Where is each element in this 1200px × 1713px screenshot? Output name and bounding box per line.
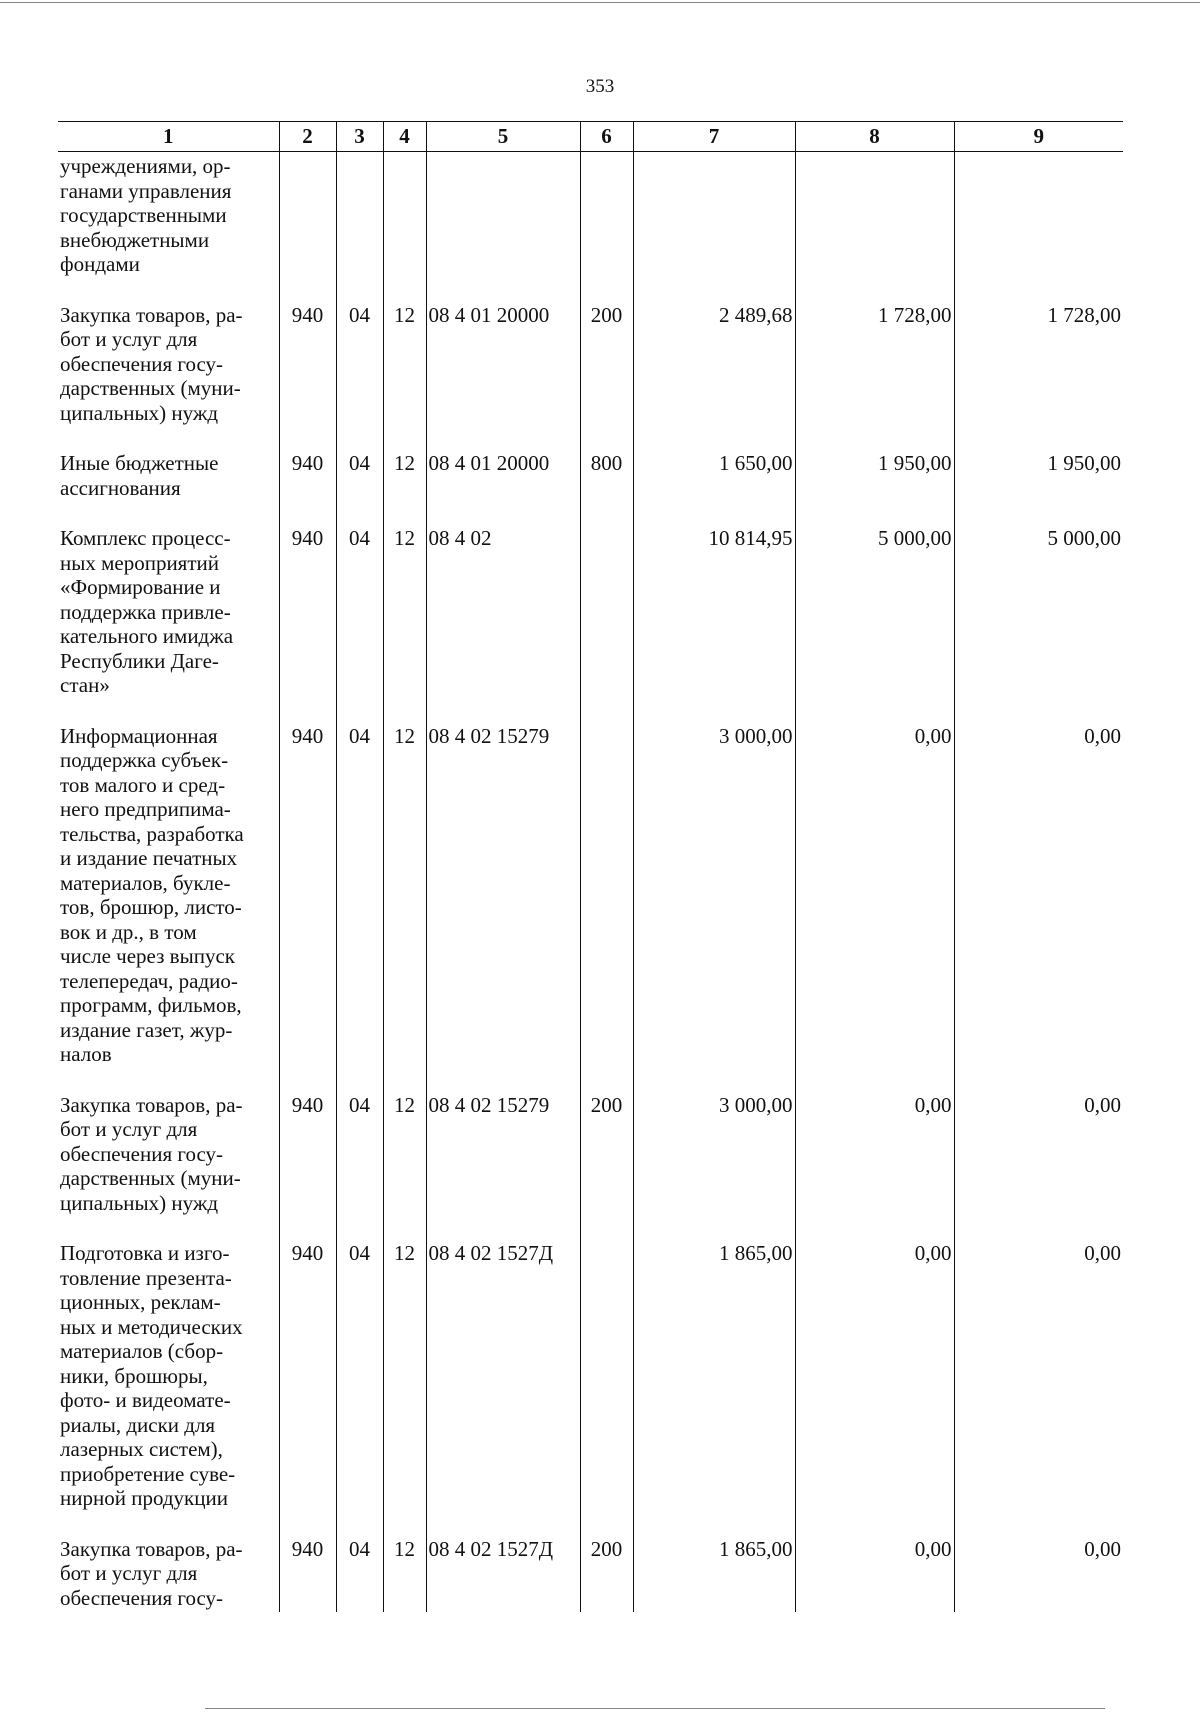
- cell-amount-col7: 3 000,00: [633, 724, 795, 1093]
- cell-grbs: 940: [279, 724, 336, 1093]
- cell-target-article: 08 4 02 1527Д: [426, 1241, 580, 1537]
- row-name: Подготовка и изго- товление презента- ционных, реклам- ных и методических материалов (сбор- ники, брошюры, фото- и видеомате- риалы, диски для лазерных систем), приобретение суве- нирной продукции: [60, 1241, 243, 1510]
- cell-amount-col9: 5 000,00: [954, 526, 1123, 724]
- cell-expense-type: 200: [580, 1537, 633, 1613]
- header-cell: 6: [580, 122, 633, 152]
- cell-amount-col8: 0,00: [795, 1537, 954, 1613]
- cell-expense-type: [580, 1241, 633, 1537]
- cell-expense-type: [580, 152, 633, 303]
- budget-table: [58, 121, 1123, 1612]
- header-row: [58, 122, 1123, 152]
- cell-expense-type: 200: [580, 1093, 633, 1242]
- cell-grbs: [279, 152, 336, 303]
- cell-grbs: 940: [279, 526, 336, 724]
- cell-expense-type: [580, 526, 633, 724]
- cell-amount-col8: 0,00: [795, 1093, 954, 1242]
- cell-subsection: 12: [383, 724, 426, 1093]
- cell-section: 04: [336, 303, 383, 452]
- cell-amount-col7: 3 000,00: [633, 1093, 795, 1242]
- cell-section: 04: [336, 451, 383, 526]
- cell-amount-col8: 5 000,00: [795, 526, 954, 724]
- cell-amount-col8: 0,00: [795, 1241, 954, 1537]
- cell-amount-col9: 0,00: [954, 724, 1123, 1093]
- cell-subsection: 12: [383, 303, 426, 452]
- cell-expense-type: [580, 724, 633, 1093]
- table-row: [58, 1093, 1123, 1242]
- table-body: [58, 152, 1123, 1613]
- cell-expense-type: 200: [580, 303, 633, 452]
- cell-target-article: 08 4 01 20000: [426, 451, 580, 526]
- table-row: [58, 526, 1123, 724]
- cell-target-article: 08 4 01 20000: [426, 303, 580, 452]
- cell-subsection: [383, 152, 426, 303]
- cell-amount-col9: 0,00: [954, 1093, 1123, 1242]
- cell-subsection: 12: [383, 451, 426, 526]
- cell-section: 04: [336, 724, 383, 1093]
- scan-edge-bottom: [205, 1708, 1105, 1709]
- row-name: Закупка товаров, ра- бот и услуг для обеспечения госу- дарственных (муни- ципальных) нужд: [60, 302, 243, 425]
- cell-amount-col8: 1 728,00: [795, 303, 954, 452]
- cell-amount-col9: 0,00: [954, 1537, 1123, 1613]
- row-name: Комплекс процесс- ных мероприятий «Формирование и поддержка привле- кательного имиджа Республики Даге- стан»: [60, 526, 234, 697]
- row-name: учреждениями, ор- ганами управления государственными внебюджетными фондами: [60, 154, 232, 276]
- cell-section: 04: [336, 1093, 383, 1242]
- cell-subsection: 12: [383, 526, 426, 724]
- row-name: Иные бюджетные ассигнования: [60, 451, 219, 500]
- header-cell: 7: [633, 122, 795, 152]
- cell-amount-col8: [795, 152, 954, 303]
- header-cell: 1: [58, 122, 279, 152]
- page-number: 353: [585, 76, 615, 97]
- scan-edge-top: [0, 2, 1200, 3]
- cell-grbs: 940: [279, 1093, 336, 1242]
- table-row: [58, 152, 1123, 303]
- cell-section: 04: [336, 1241, 383, 1537]
- cell-subsection: 12: [383, 1537, 426, 1613]
- header-cell: 9: [954, 122, 1123, 152]
- cell-amount-col9: [954, 152, 1123, 303]
- header-cell: 3: [336, 122, 383, 152]
- table-row: [58, 451, 1123, 526]
- cell-amount-col8: 1 950,00: [795, 451, 954, 526]
- cell-subsection: 12: [383, 1241, 426, 1537]
- cell-grbs: 940: [279, 1241, 336, 1537]
- cell-target-article: 08 4 02: [426, 526, 580, 724]
- cell-amount-col8: 0,00: [795, 724, 954, 1093]
- cell-amount-col9: 1 950,00: [954, 451, 1123, 526]
- cell-amount-col7: 1 865,00: [633, 1537, 795, 1613]
- table-row: [58, 1537, 1123, 1613]
- cell-amount-col7: 2 489,68: [633, 303, 795, 452]
- cell-target-article: 08 4 02 15279: [426, 1093, 580, 1242]
- cell-amount-col7: 10 814,95: [633, 526, 795, 724]
- cell-subsection: 12: [383, 1093, 426, 1242]
- table-row: [58, 303, 1123, 452]
- header-cell: 8: [795, 122, 954, 152]
- cell-target-article: [426, 152, 580, 303]
- header-cell: 5: [426, 122, 580, 152]
- cell-grbs: 940: [279, 303, 336, 452]
- cell-amount-col7: 1 865,00: [633, 1241, 795, 1537]
- cell-target-article: 08 4 02 1527Д: [426, 1537, 580, 1613]
- header-cell: 4: [383, 122, 426, 152]
- cell-grbs: 940: [279, 451, 336, 526]
- cell-amount-col9: 0,00: [954, 1241, 1123, 1537]
- cell-amount-col7: 1 650,00: [633, 451, 795, 526]
- cell-grbs: 940: [279, 1537, 336, 1613]
- cell-section: [336, 152, 383, 303]
- cell-section: 04: [336, 1537, 383, 1613]
- cell-expense-type: 800: [580, 451, 633, 526]
- cell-target-article: 08 4 02 15279: [426, 724, 580, 1093]
- row-name: Закупка товаров, ра- бот и услуг для обеспечения госу- дарственных (муни- ципальных) нужд: [60, 1092, 243, 1215]
- cell-amount-col7: [633, 152, 795, 303]
- row-name: Закупка товаров, ра- бот и услуг для обеспечения госу-: [60, 1536, 243, 1610]
- cell-section: 04: [336, 526, 383, 724]
- table-row: [58, 724, 1123, 1093]
- table-row: [58, 1241, 1123, 1537]
- cell-amount-col9: 1 728,00: [954, 303, 1123, 452]
- header-cell: 2: [279, 122, 336, 152]
- row-name: Информационная поддержка субъек- тов малого и сред- него предприпима- тельства, разработка и издание печатных материалов, букле- тов, брошюр, листо- вок и др., в том числе через выпуск телепередач, радио- программ, фильмов, издание газет, жур- налов: [60, 723, 244, 1066]
